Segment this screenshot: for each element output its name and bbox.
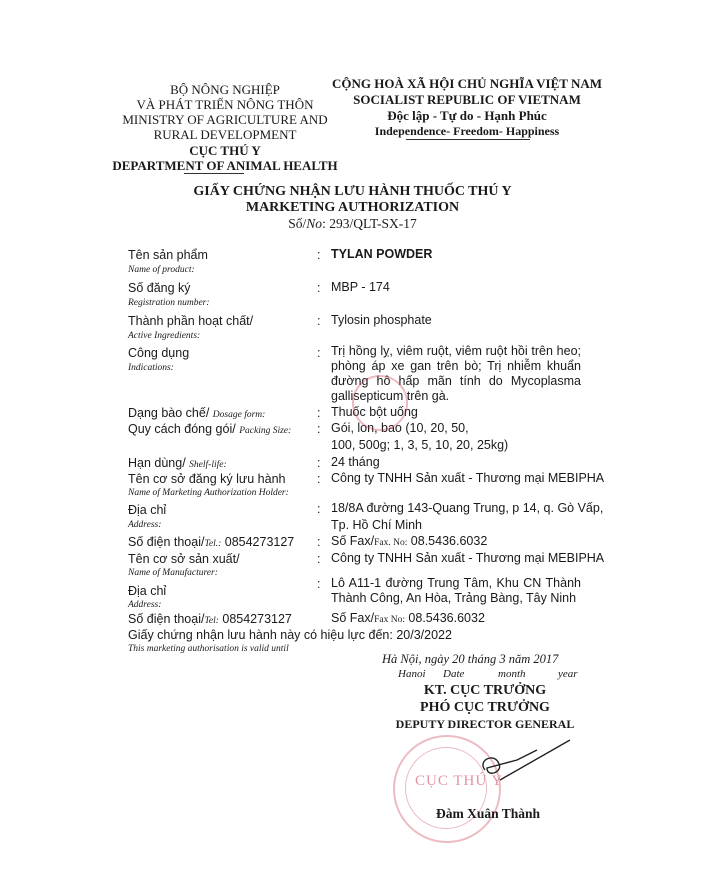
packing-value-2: 100, 500g; 1, 3, 5, 10, 20, 25kg) <box>331 438 509 452</box>
label-vn: Dạng bào chế/ <box>128 406 210 420</box>
holder-address-value-1: 18/8A đường 143-Quang Trung, p 14, q. Gò Vấp, <box>331 501 604 515</box>
phone-value: 0854273127 <box>221 535 295 549</box>
label-vn: Hạn dùng/ <box>128 456 186 470</box>
field-label-en: Address: <box>128 600 162 610</box>
underline <box>184 173 244 174</box>
colon: : <box>317 502 321 516</box>
shelf-life-value: 24 tháng <box>331 455 380 469</box>
signer-title-1: KT. CỤC TRƯỞNG <box>423 683 547 698</box>
field-label-en: Registration number: <box>128 298 210 308</box>
manufacturer-phone <box>128 612 292 626</box>
colon: : <box>317 472 321 486</box>
colon: : <box>317 346 321 360</box>
registration-value: MBP - 174 <box>331 280 390 294</box>
label-en: Dosage form: <box>212 410 266 420</box>
field-label-en: Name of product: <box>128 265 195 275</box>
country-vn: CỘNG HOÀ XÃ HỘI CHỦ NGHĨA VIỆT NAM <box>331 76 603 91</box>
ministry-en-1: MINISTRY OF AGRICULTURE AND <box>122 112 328 127</box>
dept-vn: CỤC THÚ Y <box>189 143 261 158</box>
label-vn: Quy cách đóng gói/ <box>128 422 236 436</box>
colon: : <box>317 281 321 295</box>
fax-value: 08.5436.6032 <box>404 611 485 625</box>
number-label-en: No <box>306 216 323 231</box>
field-label: Thành phần hoạt chất/ <box>128 314 254 328</box>
signer-title-2: PHÓ CỤC TRƯỞNG <box>420 700 550 715</box>
field-label: Công dụng <box>128 346 190 360</box>
label-en: Tel.: <box>204 539 222 549</box>
validity-text-en: This marketing authorisation is valid until <box>128 644 289 654</box>
date-en-year: year <box>558 668 578 680</box>
field-label-en: Name of Marketing Authorization Holder: <box>128 488 289 498</box>
indications-value: Trị hồng lỵ, viêm ruột, viêm ruột hồi trên heo; phòng áp xe gan trên bò; Trị nhiễm khuẩn đường hô hấp mãn tính do Mycoplasma gallisepticum trên gà. <box>331 344 581 403</box>
stamp-text: CỤC THÚ Y <box>415 773 504 789</box>
field-label: Tên sản phẩm <box>128 248 208 262</box>
dosage-form-value: Thuốc bột uống <box>331 405 418 419</box>
ministry-vn-2: VÀ PHÁT TRIỂN NÔNG THÔN <box>136 97 314 112</box>
seal-icon <box>352 375 408 431</box>
field-label-en: Address: <box>128 520 162 530</box>
field-label: Số đăng ký <box>128 281 191 295</box>
field-label <box>128 456 227 470</box>
field-label: Tên cơ sở sản xuất/ <box>128 552 240 566</box>
field-label <box>128 422 291 436</box>
ministry-vn-1: BỘ NÔNG NGHIỆP <box>170 82 280 97</box>
holder-fax <box>331 534 487 548</box>
signer-title-en: DEPUTY DIRECTOR GENERAL <box>395 717 575 731</box>
field-label-en: Indications: <box>128 363 174 373</box>
label-en: Fax No: <box>374 615 405 625</box>
date-en-month: month <box>498 668 526 680</box>
colon: : <box>317 248 321 262</box>
colon: : <box>317 422 321 436</box>
field-label-en: Name of Manufacturer: <box>128 568 218 578</box>
validity-text: Giấy chứng nhận lưu hành này có hiệu lực đến: 20/3/2022 <box>128 628 452 642</box>
date-vn: Hà Nội, ngày 20 tháng 3 năm 2017 <box>382 652 559 666</box>
colon: : <box>317 535 321 549</box>
colon: : <box>317 314 321 328</box>
ministry-en-2: RURAL DEVELOPMENT <box>153 127 297 142</box>
certificate-number <box>0 216 705 231</box>
holder-value: Công ty TNHH Sản xuất - Thương mại MEBIPHA <box>331 471 605 485</box>
label-vn: Số điện thoại/ <box>128 535 205 549</box>
underline <box>406 139 530 140</box>
fax-value: 08.5436.6032 <box>407 534 488 548</box>
label-vn: Số Fax/ <box>331 534 375 548</box>
field-label-en: Active Ingredients: <box>128 331 201 341</box>
manufacturer-fax <box>331 611 485 625</box>
field-label: Tên cơ sở đăng ký lưu hành <box>128 472 286 486</box>
title-en: MARKETING AUTHORIZATION <box>245 200 460 215</box>
title-vn: GIẤY CHỨNG NHẬN LƯU HÀNH THUỐC THÚ Y <box>193 184 512 199</box>
label-en: Tel: <box>204 616 219 626</box>
dept-en: DEPARTMENT OF ANIMAL HEALTH <box>112 158 338 173</box>
holder-address-value-2: Tp. Hồ Chí Minh <box>331 518 423 532</box>
motto-en: Independence- Freedom- Happiness <box>374 124 560 138</box>
field-label: Địa chỉ <box>128 584 167 598</box>
product-name-value: TYLAN POWDER <box>331 247 433 261</box>
holder-phone <box>128 535 294 549</box>
label-vn: Số điện thoại/ <box>128 612 205 626</box>
colon: : <box>317 552 321 566</box>
colon: : <box>317 456 321 470</box>
number-label: Số/ <box>288 216 307 231</box>
colon: : <box>317 406 321 420</box>
field-label: Địa chỉ <box>128 503 167 517</box>
signer-name: Đàm Xuân Thành <box>436 806 541 821</box>
label-vn: Số Fax/ <box>331 611 375 625</box>
ingredients-value: Tylosin phosphate <box>331 313 432 327</box>
country-en: SOCIALIST REPUBLIC OF VIETNAM <box>353 92 581 107</box>
manufacturer-value: Công ty TNHH Sản xuất - Thương mại MEBIPHA <box>331 551 605 565</box>
phone-value: 0854273127 <box>218 612 292 626</box>
field-label <box>128 406 265 420</box>
label-en: Shelf-life: <box>189 460 227 470</box>
packing-value-1: Gói, lon, bao (10, 20, 50, <box>331 421 469 435</box>
colon: : <box>317 577 321 591</box>
manufacturer-address-value: Lô A11-1 đường Trung Tâm, Khu CN Thành Thành Công, An Hòa, Trảng Bàng, Tây Ninh <box>331 576 581 605</box>
number-value: : 293/QLT-SX-17 <box>322 216 417 231</box>
date-en-date: Date <box>443 668 465 680</box>
date-en-hanoi: Hanoi <box>398 668 426 680</box>
label-en: Fax. No: <box>374 538 408 548</box>
motto-vn: Độc lập - Tự do - Hạnh Phúc <box>387 108 547 123</box>
signature-mark <box>455 735 575 790</box>
label-en: Packing Size: <box>239 426 292 436</box>
